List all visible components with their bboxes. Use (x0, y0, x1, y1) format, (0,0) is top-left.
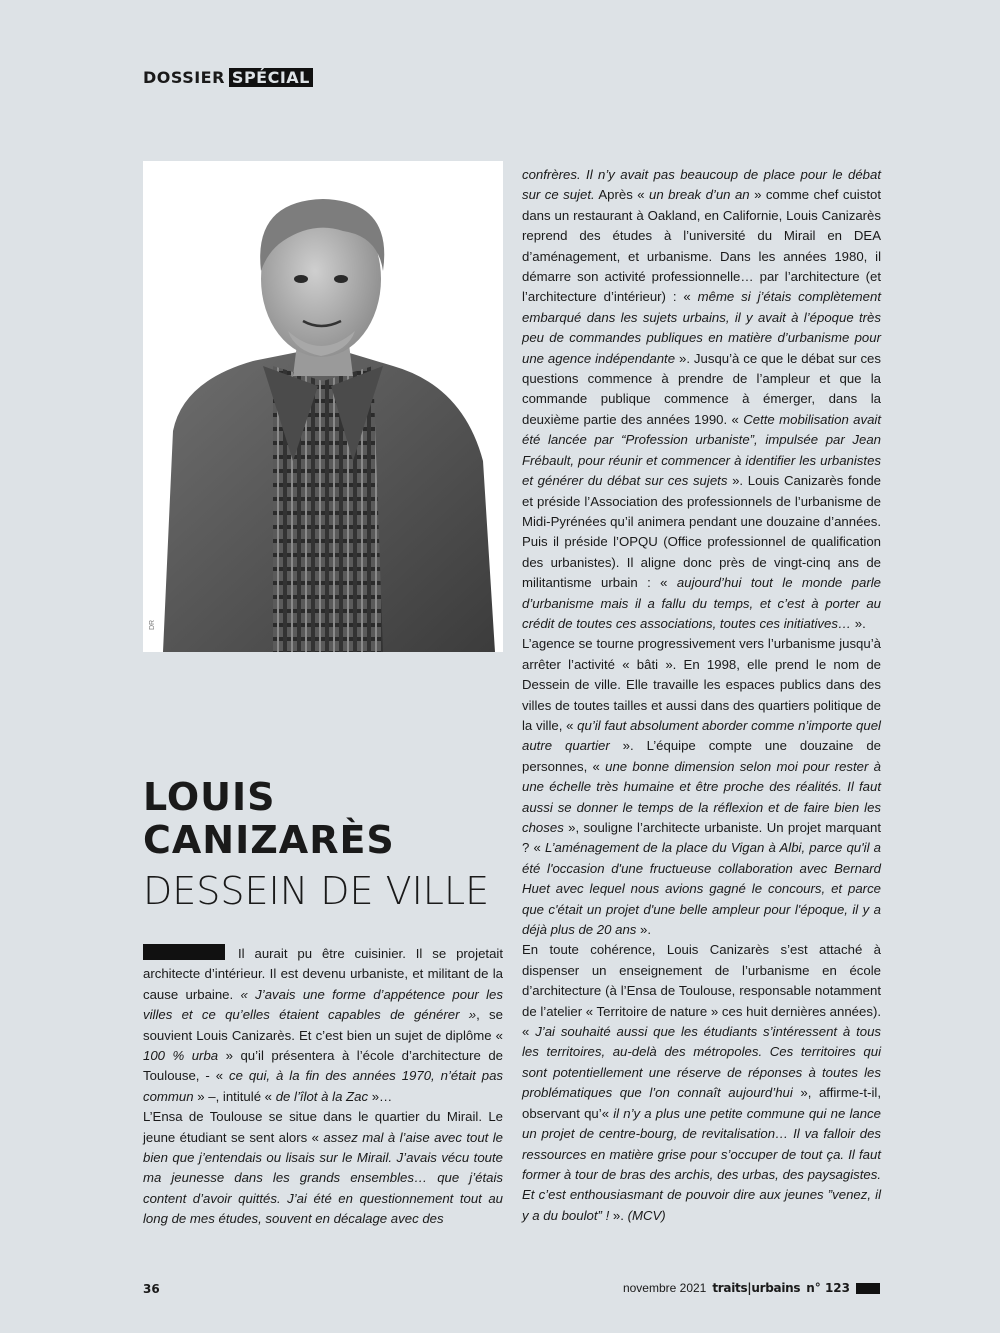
body-text: ». Louis Canizarès fonde et préside l’Association des professionnels de l’urbanisme de Midi-Pyrénées qu’il animera pendant une douzaine d’années. Puis il préside l’OPQU (Office professionnel de qualification des urbanistes). Il aligne donc près de vingt-cinq ans de militantisme urbain : « (522, 473, 881, 591)
body-text: » –, intitulé « (193, 1088, 276, 1104)
paragraph (522, 940, 881, 1226)
footer-block (856, 1283, 880, 1294)
magazine-name: traits|urbains (712, 1281, 801, 1295)
lead-bar (143, 944, 225, 960)
body-text: Après « (594, 187, 650, 203)
page-number: 36 (143, 1282, 160, 1296)
issue-date: novembre 2021 (622, 1281, 707, 1295)
section-label: DOSSIER (143, 68, 225, 87)
quote-text: il n’y a plus une petite commune qui ne lance un projet de centre-bourg, de revitalisation… Il va falloir des ressources en matière grise pour s’occuper de tout ça. Il faut former à tour de bras des archis, des urbas, des paysagistes. Et c’est enthousiasmant de pouvoir dire aux jeunes ”venez, il y a du boulot” ! (522, 1105, 881, 1223)
paragraph (143, 1107, 503, 1229)
quote-text: J’ai souhaité aussi que les étudiants s’intéressent à tous les territoires, au-delà des métropoles. Ces territoires qui sont potentiellement une réserve de réponses à toutes les problématiques que l’on connaît aujourd’hui (522, 1024, 882, 1101)
body-text: ». Jusqu’à ce que le débat sur ces questions commence à prendre de l’ampleur et que la commande publique commence à émerger, dans la deuxième partie des années 1990. « (522, 350, 881, 427)
right-column (522, 165, 881, 1226)
body-text: , se souvient Louis Canizarès. Et c’est bien un sujet de diplôme « (143, 1007, 503, 1043)
body-text: ». (609, 1207, 628, 1223)
quote-text: « J’avais une forme d’appétence pour les villes et ce qu’elles étaient capables de générer » (143, 986, 503, 1023)
body-text: »… (368, 1088, 393, 1104)
quote-text: un break d’un an (649, 187, 750, 203)
quote-text: qu’il faut absolument aborder comme n’importe quel autre quartier (522, 717, 881, 754)
left-column (143, 944, 503, 1230)
paragraph (522, 634, 881, 940)
article-subtitle: DESSEIN DE VILLE (143, 869, 490, 913)
body-text: », affirme-t-il, observant qu’« (522, 1085, 881, 1121)
body-text: L’agence se tourne progressivement vers l’urbanisme jusqu’à arrêter l’activité « bâti ». En 1998, elle prend le nom de Dessein de ville. Elle travaille les espaces publics dans des villes de toutes tailles et aussi dans des quartiers politique de la ville, « (522, 636, 881, 733)
body-text: L’Ensa de Toulouse se situe dans le quartier du Mirail. Le jeune étudiant se sent alors « (143, 1109, 503, 1145)
quote-text: confrères. Il n’y avait pas beaucoup de place pour le débat sur ce sujet. (522, 167, 881, 203)
issue-number: n° 123 (806, 1281, 850, 1295)
body-text: En toute cohérence, Louis Canizarès s’est attaché à dispenser un enseignement de l’urbanisme en école d’architecture (à l’Ensa de Toulouse, responsable notamment de l’atelier « Territoire de nature » ces huit dernières années). « (522, 942, 881, 1040)
quote-text: de l’îlot à la Zac (275, 1088, 369, 1104)
body-text: ». (636, 922, 652, 938)
body-text: Il aurait pu être cuisinier. Il se projetait architecte d’intérieur. Il est devenu urbaniste, et militant de la cause urbaine. (143, 946, 503, 1002)
body-text: ». (851, 615, 866, 631)
section-header (143, 68, 313, 87)
body-text: », souligne l’architecte urbaniste. Un projet marquant ? « (522, 820, 881, 856)
article-title: LOUIS CANIZARÈS (143, 775, 395, 862)
portrait-illustration (143, 161, 503, 652)
portrait-photo (143, 161, 503, 652)
quote-text: (MCV) (627, 1207, 666, 1223)
body-text: » qu’il présentera à l’école d’architecture de Toulouse, - « (143, 1048, 503, 1084)
section-highlight: SPÉCIAL (229, 68, 313, 87)
quote-text: Cette mobilisation avait été lancée par “Profession urbaniste”, impulsée par Jean Frébault, pour réunir et commencer à identifier les urbanistes et générer du débat sur ces sujets (522, 411, 881, 489)
quote-text: ce qui, à la fin des années 1970, n’était pas commun (143, 1068, 503, 1104)
photo-credit: DR (149, 619, 156, 630)
paragraph (143, 944, 503, 1107)
quote-text: assez mal à l’aise avec tout le bien que j’entendais ou lisais sur le Mirail. J’avais vécu toute ma jeunesse dans les grands ensembles… que j’étais content d’avoir quittés. J’ai été en questionnement tout au long de mes études, souvent en décalage avec des (143, 1129, 504, 1227)
footer-masthead (623, 1281, 880, 1295)
quote-text: 100 % urba (143, 1048, 219, 1064)
body-text: » comme chef cuistot dans un restaurant à Oakland, en Californie, Louis Canizarès reprend des études à l’université du Mirail en DEA d’aménagement, et urbanisme. Dans les années 1980, il démarre son activité professionnelle… par l’architecture (et l’architecture d’intérieur) : « (522, 187, 881, 305)
quote-text: aujourd’hui tout le monde parle d’urbanisme mais il a fallu du temps, et c’est à porter au crédit de toutes ces associations, toutes ces initiatives… (522, 575, 881, 631)
quote-text: L’aménagement de la place du Vigan à Albi, parce qu'il a été l'occasion d'une fructueuse collaboration avec Bernard Huet avec lequel nous avions gagné le concours, et parce que c'était un projet d'une belle ampleur pour l'époque, il y a déjà plus de 20 ans (522, 840, 882, 938)
quote-text: une bonne dimension selon moi pour rester à une échelle très humaine et être proche des réalités. Il faut aussi se donner le temps de la réflexion et de faire bien les choses (522, 758, 881, 835)
quote-text: même si j’étais complètement embarqué dans les sujets urbains, il y avait à l’époque très peu de commandes publiques en matière d’urbanisme pour une agence indépendante (522, 289, 881, 366)
paragraph (522, 165, 881, 634)
body-text: ». L’équipe compte une douzaine de personnes, « (522, 738, 881, 774)
